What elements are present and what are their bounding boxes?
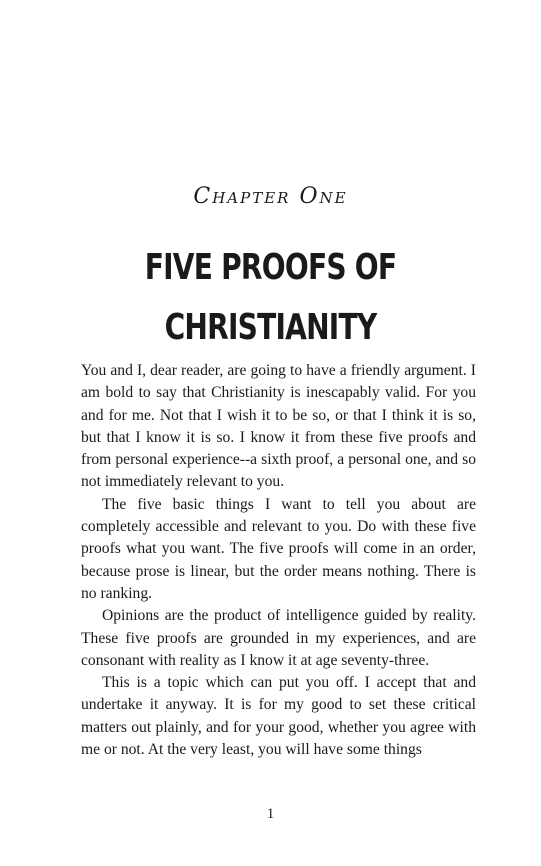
paragraph: This is a topic which can put you off. I accept that and undertake it anyway. It is for my good to set these critical matters out plainly, and for your good, whether you agree with me or not. At the very least, you will have some things [81,674,476,759]
paragraph: Opinions are the product of intelligence guided by reality. These five proofs are grounded in my experiences, and are consonant with reality as I know it at age seventy-three. [81,607,476,669]
paragraph: The five basic things I want to tell you about are completely accessible and relevant to you. Do with these five proofs what you want. The five proofs will come in an order, because prose is linear, but the order means nothing. There is no ranking. [81,495,476,602]
page-number: 1 [266,806,275,822]
paragraph: You and I, dear reader, are going to have a friendly argument. I am bold to say that Christianity is inescapably valid. For you and for me. Not that I wish it to be so, or that I think it is so, but that I know it is so. I know it from these five proofs and from personal experience--a sixth proof, a personal one, and so not immediately relevant to you. [81,362,476,491]
chapter-label: Chapter One [193,184,348,209]
body-text [81,360,476,761]
chapter-title: FIVE PROOFS OF CHRISTIANITY [144,247,397,348]
